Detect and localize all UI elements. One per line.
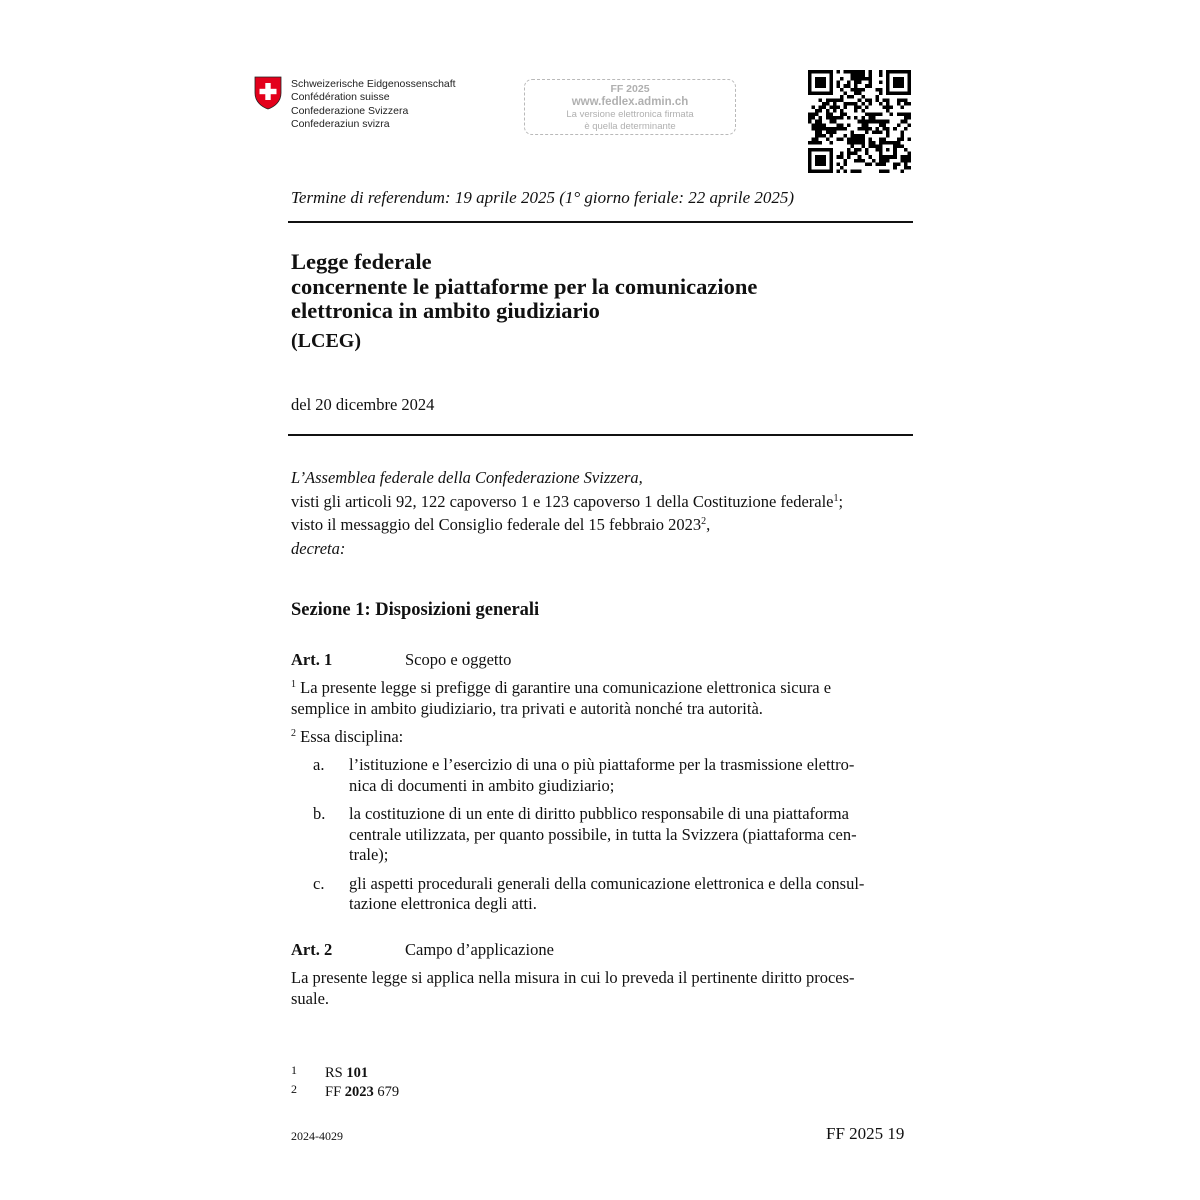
electronic-signature-stamp <box>524 79 736 135</box>
confederation-name-de: Schweizerische Eidgenossenschaft <box>291 78 456 90</box>
preamble-line-2 <box>291 513 911 537</box>
footnote-1 <box>291 1062 399 1081</box>
preamble-assembly: L’Assemblea federale della Confederazione Svizzera, <box>291 468 643 487</box>
law-abbreviation: (LCEG) <box>291 330 361 352</box>
list-item-line: gli aspetti procedurali generali della comunicazione elettronica e della consul- <box>349 873 865 893</box>
list-item-line: nica di documenti in ambito giudiziario; <box>349 775 615 795</box>
paragraph-number: 1 <box>291 679 296 690</box>
preamble-line-1-end: ; <box>838 491 844 511</box>
preamble-line-2-text: visto il messaggio del Consiglio federale del 15 febbraio 2023 <box>291 515 702 534</box>
list-item-line: l’istituzione e l’esercizio di una o più piattaforme per la trasmissione elettro- <box>349 755 855 774</box>
art-1-p2-line <box>291 727 909 748</box>
stamp-line-1: FF 2025 <box>610 83 650 95</box>
law-title <box>291 250 757 324</box>
law-date: del 20 dicembre 2024 <box>291 395 435 414</box>
art-2-line-2: suale. <box>291 988 330 1008</box>
confederation-name-rm: Confederaziun svizra <box>291 118 390 131</box>
page-reference: FF 2025 19 <box>826 1124 905 1143</box>
art-2-number: Art. 2 <box>291 940 333 959</box>
swiss-coat-of-arms-icon <box>254 76 282 110</box>
footnotes <box>291 1062 399 1100</box>
art-2-title: Campo d’applicazione <box>405 940 554 959</box>
law-title-line-2: concernente le piattaforme per la comunicazione <box>291 273 758 299</box>
list-item-line: tazione elettronica degli atti. <box>349 894 537 913</box>
art-1-number: Art. 1 <box>291 650 333 669</box>
list-item-marker: c. <box>313 873 325 893</box>
art-2-paragraph <box>291 968 909 1009</box>
law-title-line-1: Legge federale <box>291 249 432 274</box>
footnote-ref-2[interactable]: 2 <box>701 516 707 527</box>
list-item-c <box>291 874 909 915</box>
preamble-line-1-text: visti gli articoli 92, 122 capoverso 1 e 123 capoverso 1 della Costituzione federale <box>291 491 834 511</box>
list-item-marker: b. <box>313 804 326 823</box>
footnote-prefix: FF <box>325 1084 342 1100</box>
footnote-number: 1 <box>291 1063 297 1077</box>
qr-code-icon <box>808 70 911 173</box>
footnote-prefix: RS <box>325 1065 343 1081</box>
document-number: 2024-4029 <box>291 1129 343 1143</box>
stamp-line-2: www.fedlex.admin.ch <box>571 96 689 108</box>
referendum-note: Termine di referendum: 19 aprile 2025 (1° giorno feriale: 22 aprile 2025) <box>291 188 795 207</box>
art-1-p1-line-1 <box>291 678 909 699</box>
preamble-decree: decreta: <box>291 538 346 558</box>
art-1-p1-line-2: semplice in ambito giudiziario, tra privati e autorità nonché tra autorità. <box>291 698 763 718</box>
list-item-b <box>291 804 909 866</box>
list-item-marker: a. <box>313 755 325 774</box>
paragraph-number: 2 <box>291 728 296 739</box>
stamp-line-4: è quella determinante <box>584 120 676 132</box>
footnote-bold: 2023 <box>344 1084 374 1100</box>
confederation-name-fr: Confédération suisse <box>291 91 390 104</box>
confederation-names <box>291 78 456 132</box>
art-1-paragraph-1 <box>291 678 909 719</box>
confederation-name-it: Confederazione Svizzera <box>291 104 409 117</box>
footnote-number: 2 <box>291 1082 297 1096</box>
art-1-p1-line-1-text: La presente legge si prefigge di garantire una comunicazione elettronica sicura e <box>300 678 832 697</box>
stamp-line-3: La versione elettronica firmata <box>566 109 694 120</box>
footnote-ref-1[interactable]: 1 <box>833 492 839 504</box>
law-title-line-3: elettronica in ambito giudiziario <box>291 298 600 323</box>
preamble-line-1 <box>291 490 911 514</box>
section-1-title: Sezione 1: Disposizioni generali <box>291 600 540 620</box>
preamble <box>291 466 911 560</box>
footnote-bold: 101 <box>346 1065 369 1081</box>
art-1-heading <box>291 650 511 670</box>
header-rule <box>288 221 913 223</box>
preamble-line-2-end: , <box>706 515 711 534</box>
art-1-p2-text: Essa disciplina: <box>300 727 404 746</box>
list-item-line: centrale utilizzata, per quanto possibile, in tutta la Svizzera (piattaforma cen- <box>349 824 857 844</box>
art-1-paragraph-2 <box>291 727 909 748</box>
art-1-item-list <box>291 755 909 923</box>
list-item-line: la costituzione di un ente di diritto pubblico responsabile di una piattaforma <box>349 804 849 823</box>
list-item-line: trale); <box>349 845 389 864</box>
art-2-line-1: La presente legge si applica nella misura in cui lo preveda il pertinente diritto proces- <box>291 968 855 987</box>
title-rule <box>288 434 913 436</box>
footnote-suffix: 679 <box>377 1084 400 1100</box>
art-2-heading <box>291 940 554 960</box>
list-item-a <box>291 755 909 796</box>
art-1-title: Scopo e oggetto <box>405 650 512 669</box>
footnote-2 <box>291 1081 399 1100</box>
